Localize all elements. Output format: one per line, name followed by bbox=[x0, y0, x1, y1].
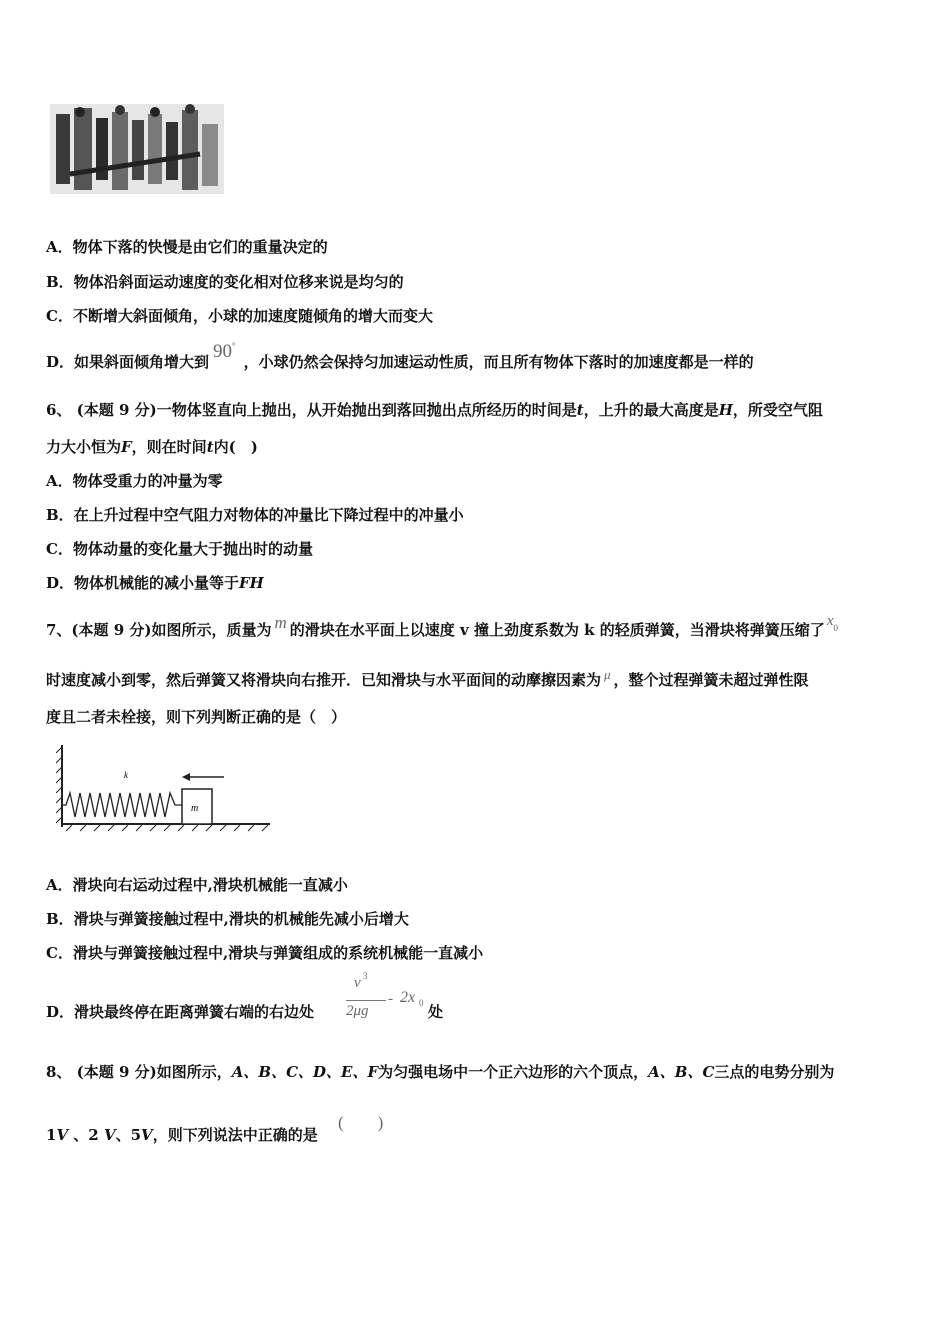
potential-b: 、2 bbox=[68, 1126, 104, 1144]
spring-label: k bbox=[124, 770, 128, 780]
q7-option-b: B．滑块与弹簧接触过程中,滑块的机械能先减小后增大 bbox=[46, 910, 409, 928]
unit-v-1: V bbox=[56, 1126, 69, 1144]
var-t: t bbox=[576, 401, 584, 419]
q5-option-d-suffix: ，小球仍然会保持匀加速运动性质，而且所有物体下落时的加速度都是一样的 bbox=[243, 353, 754, 371]
two-x0-subscript: 0 bbox=[419, 998, 424, 1008]
var-mu: μ bbox=[604, 667, 611, 682]
q6-option-c: C．物体动量的变化量大于抛出时的动量 bbox=[46, 540, 313, 558]
potential-c: 、5 bbox=[115, 1126, 142, 1144]
q7-option-a: A．滑块向右运动过程中,滑块机械能一直减小 bbox=[46, 876, 348, 894]
q6-stem-1c: ，所受空气阻 bbox=[732, 401, 823, 419]
q8-stem-1c: 三点的电势分别为 bbox=[714, 1063, 835, 1081]
var-x0-subscript: 0 bbox=[833, 623, 838, 633]
var-FH: FH bbox=[239, 574, 264, 592]
q6-option-b: B．在上升过程中空气阻力对物体的冲量比下降过程中的冲量小 bbox=[46, 506, 464, 524]
q8-stem-1a: 8、 (本题 9 分)如图所示， bbox=[46, 1063, 232, 1081]
minus-sign: - bbox=[388, 991, 393, 1007]
fraction-numerator-sup: 3 bbox=[363, 971, 368, 981]
galileo-experiment-image bbox=[50, 104, 224, 194]
var-x0: x bbox=[826, 613, 834, 629]
figures-illustration bbox=[50, 104, 224, 194]
velocity-arrowhead bbox=[182, 773, 190, 781]
q6-option-d-prefix: D．物体机械能的减小量等于 bbox=[46, 574, 240, 592]
spring bbox=[62, 793, 182, 817]
fraction-denominator: 2μg bbox=[346, 1003, 369, 1019]
q7-stem-line3: 度且二者未栓接，则下列判断正确的是（ ） bbox=[46, 708, 347, 726]
answer-parentheses: ( ) bbox=[338, 1113, 384, 1132]
q6-stem-2a: 力大小恒为 bbox=[46, 438, 122, 456]
q7-stem-2a: 时速度减小到零，然后弹簧又将滑块向右推开．已知滑块与水平面间的动摩擦因素为 bbox=[46, 671, 602, 689]
var-t-2: t bbox=[206, 438, 214, 456]
degree-symbol: ° bbox=[232, 341, 236, 351]
q6-option-d bbox=[46, 572, 264, 593]
angle-value: 90 bbox=[213, 341, 233, 362]
q8-stem-line2 bbox=[46, 1124, 318, 1145]
q6-stem-1b: ，上升的最大高度是 bbox=[583, 401, 719, 419]
q6-stem-1a: 6、 (本题 9 分)一物体竖直向上抛出，从开始抛出到落回抛出点所经历的时间是 bbox=[46, 401, 577, 419]
q7-stem-line1 bbox=[46, 613, 838, 640]
q7-stem-1b: 的滑块在水平面上以速度 v 撞上劲度系数为 k 的轻质弹簧，当滑块将弹簧压缩了 bbox=[289, 621, 825, 639]
q8-stem-line1 bbox=[46, 1061, 834, 1082]
q7-stem-2b: ，整个过程弹簧未超过弹性限 bbox=[613, 671, 809, 689]
fraction-numerator: v bbox=[354, 975, 361, 991]
q8-abc: A、B、C bbox=[648, 1063, 715, 1081]
q8-vertices: A、B、C、D、E、F bbox=[231, 1063, 379, 1081]
q8-stem-2b: ，则下列说法中正确的是 bbox=[152, 1126, 318, 1144]
spring-block-diagram bbox=[56, 745, 274, 835]
q7-option-d-suffix: 处 bbox=[428, 1003, 444, 1021]
q5-option-c: C．不断增大斜面倾角，小球的加速度随倾角的增大而变大 bbox=[46, 307, 433, 325]
q5-option-d-prefix: D．如果斜面倾角增大到 bbox=[46, 353, 210, 371]
q5-option-a: A．物体下落的快慢是由它们的重量决定的 bbox=[46, 238, 328, 256]
var-m: m bbox=[274, 613, 287, 632]
q6-stem-line2 bbox=[46, 436, 258, 457]
q5-option-b: B．物体沿斜面运动速度的变化相对位移来说是均匀的 bbox=[46, 273, 404, 291]
q7-option-d-prefix: D．滑块最终停在距离弹簧右端的右边处 bbox=[46, 1003, 315, 1021]
q6-option-a: A．物体受重力的冲量为零 bbox=[46, 472, 223, 490]
unit-v-2: V bbox=[103, 1126, 116, 1144]
q6-stem-2c: 内( ) bbox=[213, 438, 258, 456]
q7-option-c: C．滑块与弹簧接触过程中,滑块与弹簧组成的系统机械能一直减小 bbox=[46, 944, 484, 962]
q7-stem-1a: 7、(本题 9 分)如图所示，质量为 bbox=[46, 621, 272, 639]
q7-stem-line2 bbox=[46, 669, 809, 690]
unit-v-3: V bbox=[141, 1126, 153, 1144]
q8-stem-1b: 为匀强电场中一个正六边形的六个顶点， bbox=[378, 1063, 649, 1081]
fraction-bar bbox=[346, 1000, 386, 1001]
q5-option-d bbox=[46, 341, 754, 373]
q6-stem-line1 bbox=[46, 399, 823, 420]
var-F: F bbox=[121, 438, 132, 456]
two-x0: 2x bbox=[400, 989, 416, 1006]
potential-a: 1 bbox=[46, 1126, 57, 1144]
block-label: m bbox=[191, 803, 199, 814]
var-H: H bbox=[718, 401, 733, 419]
q6-stem-2b: ，则在时间 bbox=[131, 438, 207, 456]
